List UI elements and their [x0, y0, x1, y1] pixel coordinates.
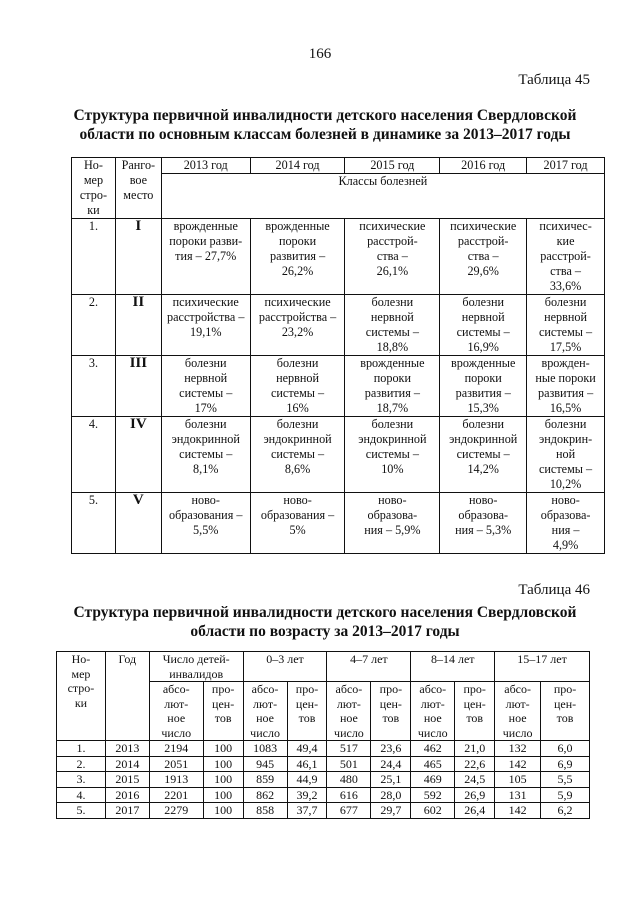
disease-class-cell: болезни эндокринной системы – 8,6% — [250, 417, 345, 493]
header-absolute-number: абсо- лют- ное число — [243, 682, 287, 741]
absolute-number-cell: 131 — [495, 787, 541, 803]
disease-class-cell: ново- образова- ния – 5,3% — [440, 493, 527, 554]
percent-cell: 24,4 — [371, 756, 411, 772]
table-46-title-line1: Структура первичной инвалидности детского населения Свердловской — [73, 604, 577, 621]
percent-cell: 46,1 — [287, 756, 327, 772]
percent-cell: 28,0 — [371, 787, 411, 803]
row-number-cell: 4. — [72, 417, 116, 493]
table-45-label: Таблица 45 — [518, 72, 590, 88]
absolute-number-cell: 517 — [327, 741, 371, 757]
header-disease-classes: Классы болезней — [161, 174, 604, 219]
rank-cell: V — [115, 493, 161, 554]
table-row — [57, 787, 590, 803]
row-number-cell: 1. — [57, 741, 106, 757]
disease-class-cell: болезни нервной системы – 16% — [250, 356, 345, 417]
row-number-cell: 5. — [72, 493, 116, 554]
disease-class-cell: психические расстрой- ства – 29,6% — [440, 219, 527, 295]
percent-cell: 26,9 — [455, 787, 495, 803]
absolute-number-cell: 480 — [327, 772, 371, 788]
row-number-cell: 2. — [72, 295, 116, 356]
percent-cell: 26,4 — [455, 803, 495, 819]
disease-class-cell: болезни эндокринной системы – 14,2% — [440, 417, 527, 493]
year-cell: 2015 — [105, 772, 149, 788]
header-percent: про- цен- тов — [203, 682, 243, 741]
disease-class-cell: ново- образова- ния – 4,9% — [527, 493, 605, 554]
header-year-2015: 2015 год — [345, 158, 440, 174]
disease-class-cell: психические расстрой- ства – 26,1% — [345, 219, 440, 295]
percent-cell: 100 — [203, 741, 243, 757]
header-absolute-number: абсо- лют- ное число — [327, 682, 371, 741]
table-row — [57, 756, 590, 772]
absolute-number-cell: 862 — [243, 787, 287, 803]
absolute-number-cell: 465 — [411, 756, 455, 772]
disease-class-cell: психичес- кие расстрой- ства – 33,6% — [527, 219, 605, 295]
percent-cell: 6,0 — [541, 741, 590, 757]
age-structure-table — [56, 651, 590, 819]
percent-cell: 49,4 — [287, 741, 327, 757]
rank-cell: IV — [115, 417, 161, 493]
percent-cell: 22,6 — [455, 756, 495, 772]
table-45-title-line1: Структура первичной инвалидности детского населения Свердловской — [73, 107, 577, 124]
disease-class-cell: болезни эндокринной системы – 10% — [345, 417, 440, 493]
header-rank: Ранго- вое место — [115, 158, 161, 219]
row-number-cell: 1. — [72, 219, 116, 295]
disease-class-cell: врожденные пороки развития – 26,2% — [250, 219, 345, 295]
year-cell: 2017 — [105, 803, 149, 819]
percent-cell: 23,6 — [371, 741, 411, 757]
percent-cell: 21,0 — [455, 741, 495, 757]
rank-cell: III — [115, 356, 161, 417]
absolute-number-cell: 2279 — [149, 803, 203, 819]
absolute-number-cell: 858 — [243, 803, 287, 819]
absolute-number-cell: 616 — [327, 787, 371, 803]
disease-class-cell: психические расстройства – 23,2% — [250, 295, 345, 356]
header-percent: про- цен- тов — [455, 682, 495, 741]
row-number-cell: 4. — [57, 787, 106, 803]
absolute-number-cell: 602 — [411, 803, 455, 819]
absolute-number-cell: 142 — [495, 756, 541, 772]
header-year-2016: 2016 год — [440, 158, 527, 174]
header-year: Год — [105, 652, 149, 741]
header-row-number: Но- мер стро- ки — [57, 652, 106, 741]
row-number-cell: 5. — [57, 803, 106, 819]
table-row — [57, 772, 590, 788]
header-absolute-number: абсо- лют- ное число — [495, 682, 541, 741]
header-absolute-number: абсо- лют- ное число — [411, 682, 455, 741]
disease-class-table — [71, 157, 605, 554]
header-percent: про- цен- тов — [541, 682, 590, 741]
percent-cell: 24,5 — [455, 772, 495, 788]
page-number: 166 — [308, 46, 332, 62]
absolute-number-cell: 2051 — [149, 756, 203, 772]
table-row — [72, 417, 605, 493]
disease-class-cell: болезни эндокринной системы – 8,1% — [161, 417, 250, 493]
percent-cell: 6,2 — [541, 803, 590, 819]
absolute-number-cell: 132 — [495, 741, 541, 757]
header-age-4-7: 4–7 лет — [327, 652, 411, 682]
absolute-number-cell: 1913 — [149, 772, 203, 788]
disease-class-cell: болезни нервной системы – 18,8% — [345, 295, 440, 356]
percent-cell: 100 — [203, 772, 243, 788]
absolute-number-cell: 469 — [411, 772, 455, 788]
header-year-2013: 2013 год — [161, 158, 250, 174]
absolute-number-cell: 501 — [327, 756, 371, 772]
disease-class-cell: болезни нервной системы – 16,9% — [440, 295, 527, 356]
row-number-cell: 3. — [57, 772, 106, 788]
absolute-number-cell: 859 — [243, 772, 287, 788]
disease-class-cell: болезни эндокрин- ной системы – 10,2% — [527, 417, 605, 493]
rank-cell: II — [115, 295, 161, 356]
header-children-total: Число детей- инвалидов — [149, 652, 243, 682]
header-year-2017: 2017 год — [527, 158, 605, 174]
percent-cell: 5,9 — [541, 787, 590, 803]
absolute-number-cell: 677 — [327, 803, 371, 819]
disease-class-cell: болезни нервной системы – 17,5% — [527, 295, 605, 356]
percent-cell: 29,7 — [371, 803, 411, 819]
table-46-label: Таблица 46 — [518, 582, 590, 598]
table-row — [72, 295, 605, 356]
header-percent: про- цен- тов — [287, 682, 327, 741]
row-number-cell: 2. — [57, 756, 106, 772]
disease-class-cell: врожденные пороки разви- тия – 27,7% — [161, 219, 250, 295]
disease-class-cell: психические расстройства – 19,1% — [161, 295, 250, 356]
percent-cell: 100 — [203, 803, 243, 819]
row-number-cell: 3. — [72, 356, 116, 417]
header-age-8-14: 8–14 лет — [411, 652, 495, 682]
table-45-title-line2: области по основным классам болезней в динамике за 2013–2017 годы — [79, 126, 571, 143]
disease-class-cell: ново- образования – 5,5% — [161, 493, 250, 554]
percent-cell: 100 — [203, 787, 243, 803]
disease-class-cell: врожден- ные пороки развития – 16,5% — [527, 356, 605, 417]
year-cell: 2013 — [105, 741, 149, 757]
disease-class-cell: ново- образова- ния – 5,9% — [345, 493, 440, 554]
percent-cell: 44,9 — [287, 772, 327, 788]
absolute-number-cell: 2201 — [149, 787, 203, 803]
table-row — [57, 741, 590, 757]
header-age-15-17: 15–17 лет — [495, 652, 590, 682]
disease-class-cell: врожденные пороки развития – 15,3% — [440, 356, 527, 417]
table-row — [57, 803, 590, 819]
percent-cell: 25,1 — [371, 772, 411, 788]
header-percent: про- цен- тов — [371, 682, 411, 741]
absolute-number-cell: 462 — [411, 741, 455, 757]
absolute-number-cell: 1083 — [243, 741, 287, 757]
percent-cell: 39,2 — [287, 787, 327, 803]
percent-cell: 37,7 — [287, 803, 327, 819]
percent-cell: 6,9 — [541, 756, 590, 772]
header-year-2014: 2014 год — [250, 158, 345, 174]
absolute-number-cell: 142 — [495, 803, 541, 819]
table-46-title-line2: области по возрасту за 2013–2017 годы — [190, 623, 460, 640]
percent-cell: 100 — [203, 756, 243, 772]
table-row — [72, 219, 605, 295]
header-age-0-3: 0–3 лет — [243, 652, 327, 682]
year-cell: 2014 — [105, 756, 149, 772]
absolute-number-cell: 945 — [243, 756, 287, 772]
table-46-title — [60, 603, 590, 641]
year-cell: 2016 — [105, 787, 149, 803]
disease-class-cell: болезни нервной системы – 17% — [161, 356, 250, 417]
header-row-number: Но- мер стро- ки — [72, 158, 116, 219]
table-row — [72, 356, 605, 417]
rank-cell: I — [115, 219, 161, 295]
percent-cell: 5,5 — [541, 772, 590, 788]
absolute-number-cell: 105 — [495, 772, 541, 788]
disease-class-cell: врожденные пороки развития – 18,7% — [345, 356, 440, 417]
header-absolute-number: абсо- лют- ное число — [149, 682, 203, 741]
disease-class-cell: ново- образования – 5% — [250, 493, 345, 554]
absolute-number-cell: 592 — [411, 787, 455, 803]
table-45-title — [60, 106, 590, 144]
table-row — [72, 493, 605, 554]
absolute-number-cell: 2194 — [149, 741, 203, 757]
